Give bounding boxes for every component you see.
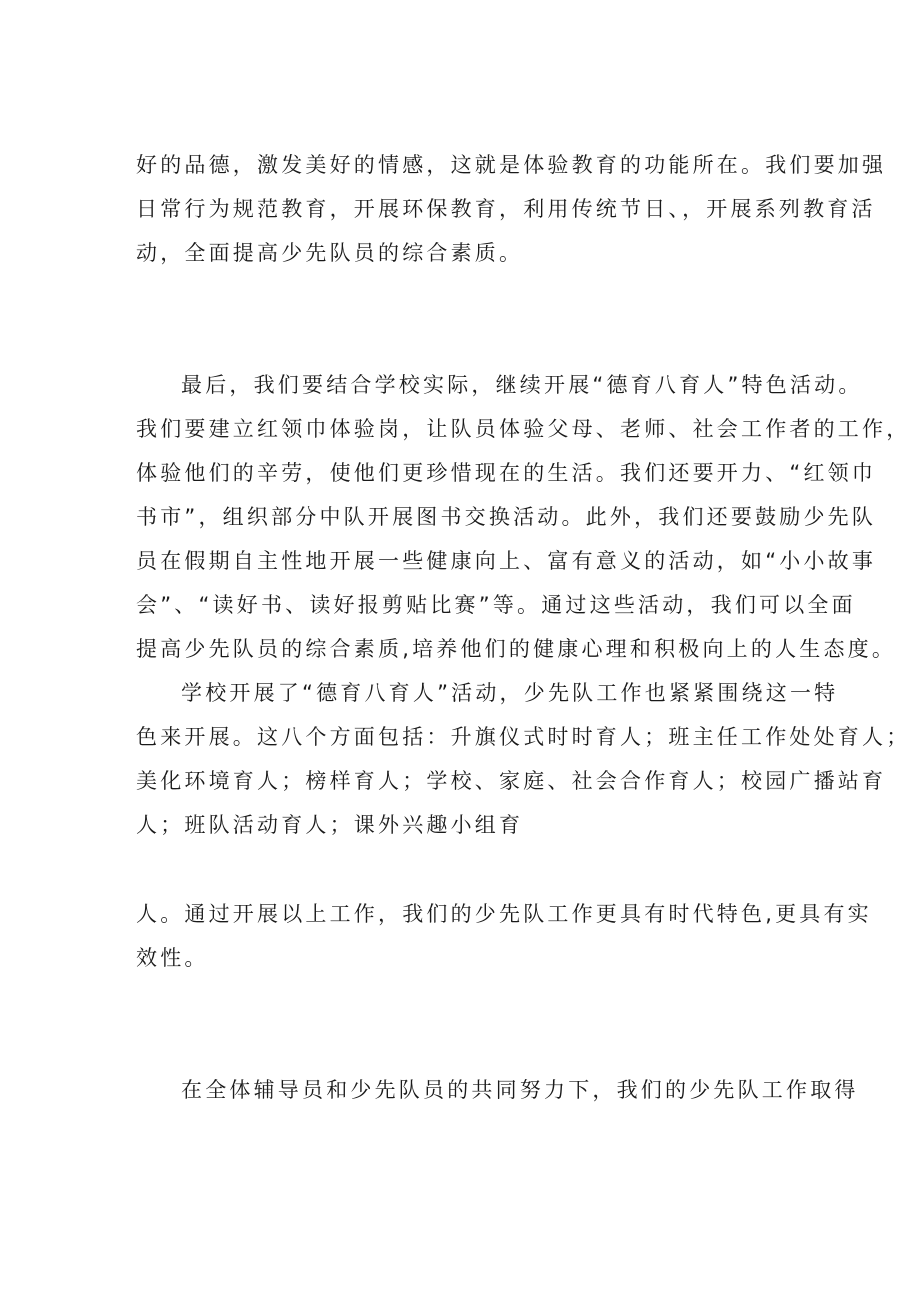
text-line: 日常行为规范教育，开展环保教育，利用传统节日、，开展系列教育活 — [136, 197, 876, 221]
text-line: 好的品德，激发美好的情感，这就是体验教育的功能所在。我们要加强 — [136, 153, 887, 177]
text-line: 学校开展了“德育八育人”活动，少先队工作也紧紧围绕这一特 — [181, 681, 839, 705]
text-line: 书市”，组织部分中队开展图书交换活动。此外，我们还要鼓励少先队 — [136, 505, 877, 529]
text-line: 我们要建立红领巾体验岗，让队员体验父母、老师、社会工作者的工作， — [136, 417, 911, 441]
text-line: 色来开展。这八个方面包括：升旗仪式时时育人；班主任工作处处育人； — [136, 725, 911, 749]
text-line: 人。通过开展以上工作，我们的少先队工作更具有时代特色,更具有实 — [136, 902, 872, 926]
text-line: 动，全面提高少先队员的综合素质。 — [136, 241, 524, 265]
text-line: 在全体辅导员和少先队员的共同努力下，我们的少先队工作取得 — [181, 1078, 859, 1102]
text-line: 员在假期自主性地开展一些健康向上、富有意义的活动，如“小小故事 — [136, 549, 877, 573]
text-line: 人；班队活动育人；课外兴趣小组育 — [136, 813, 524, 837]
text-line: 美化环境育人；榜样育人；学校、家庭、社会合作育人；校园广播站育 — [136, 769, 887, 793]
text-line: 会”、“读好书、读好报剪贴比赛”等。通过这些活动，我们可以全面 — [136, 593, 856, 617]
text-line: 最后，我们要结合学校实际，继续开展“德育八育人”特色活动。 — [181, 373, 863, 397]
text-line: 体验他们的辛劳，使他们更珍惜现在的生活。我们还要开力、“红领巾 — [136, 461, 877, 485]
text-line: 提高少先队员的综合素质,培养他们的健康心理和积极向上的人生态度。 — [136, 637, 897, 661]
text-line: 效性。 — [136, 946, 209, 970]
